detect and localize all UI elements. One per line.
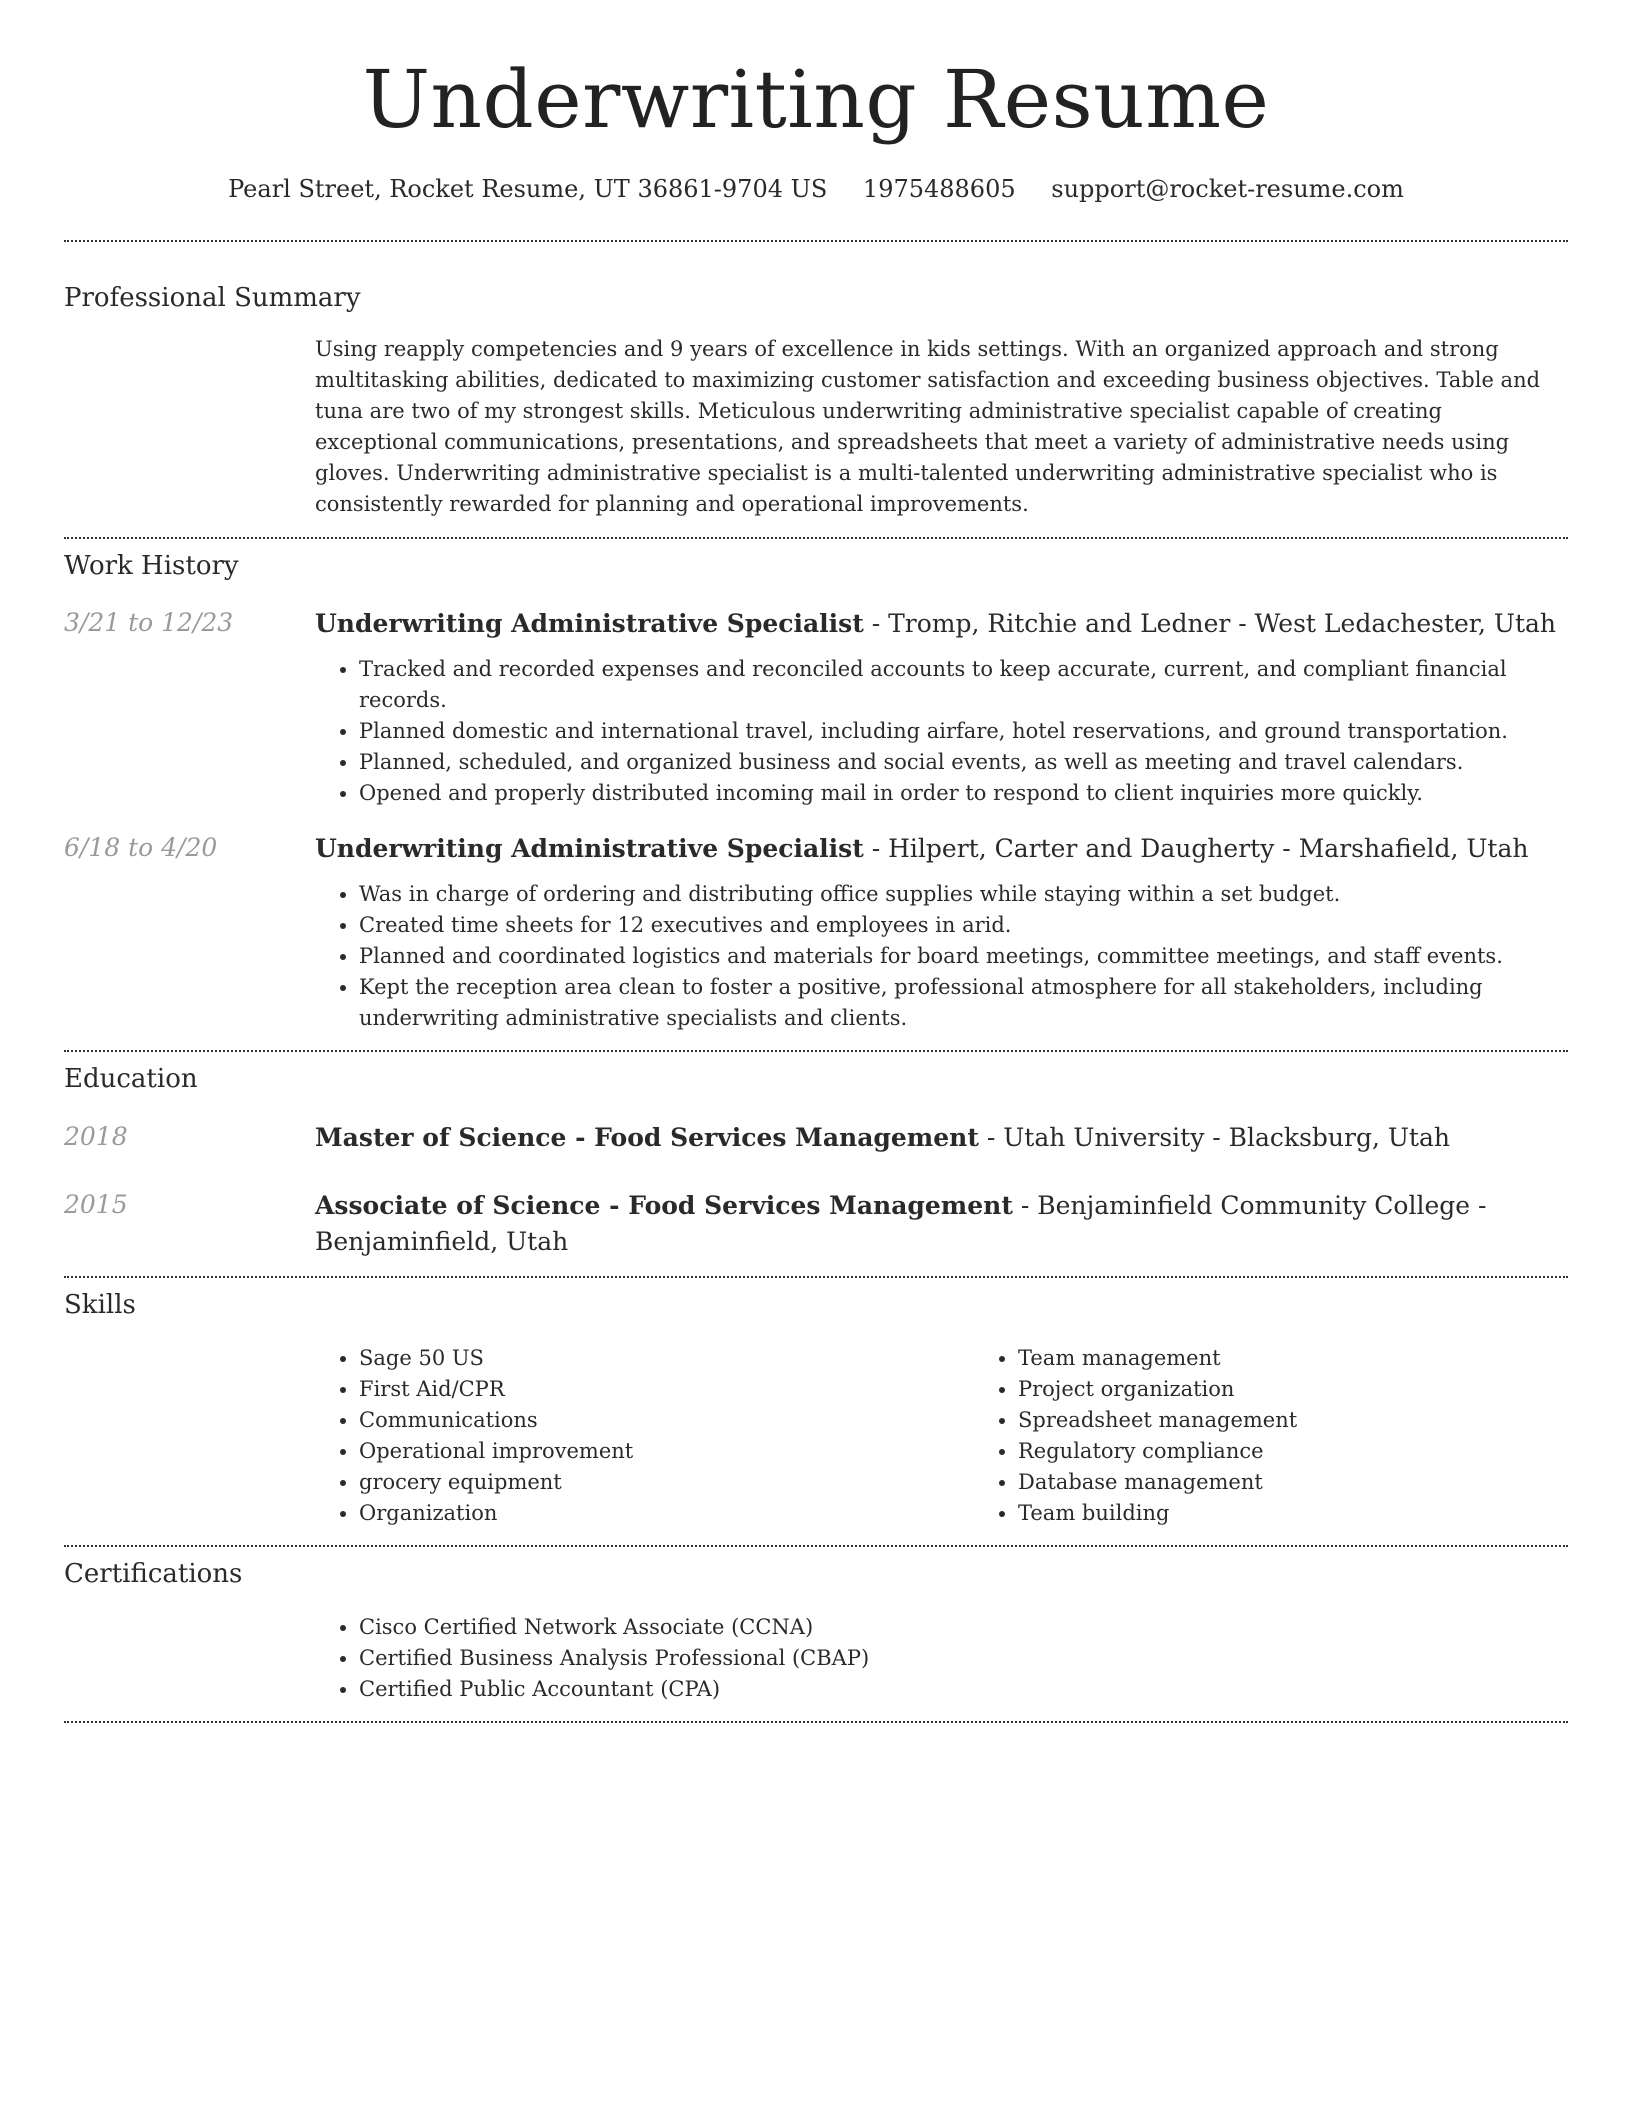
- list-item: • Sage 50 US: [359, 1343, 974, 1374]
- job-role: Underwriting Administrative Specialist: [315, 609, 864, 638]
- skills-list-right: [974, 1343, 1568, 1529]
- job-entry: [64, 606, 1568, 809]
- job-heading: [315, 831, 1568, 867]
- certifications-section: [64, 1547, 1568, 1705]
- education-section: [64, 1052, 1568, 1260]
- education-year: 2015: [64, 1190, 128, 1219]
- list-item: • Certified Public Accountant (CPA): [359, 1674, 1568, 1705]
- job-company: - Hilpert, Carter and Daugherty - Marshafield, Utah: [863, 834, 1529, 863]
- list-item: • First Aid/CPR: [359, 1374, 974, 1405]
- summary-heading: Professional Summary: [64, 283, 361, 313]
- skills-heading: Skills: [64, 1290, 136, 1320]
- job-dates: 3/21 to 12/23: [64, 608, 234, 637]
- certifications-heading: Certifications: [64, 1559, 243, 1589]
- certifications-divider: [64, 1721, 1568, 1723]
- education-heading-line: [315, 1188, 1568, 1260]
- list-item: • Spreadsheet management: [1018, 1405, 1568, 1436]
- job-dates: 6/18 to 4/20: [64, 833, 218, 862]
- list-item: • Planned, scheduled, and organized business and social events, as well as meeting and travel calendars.: [359, 747, 1568, 778]
- contact-line: [64, 174, 1568, 204]
- list-item: • Created time sheets for 12 executives and employees in arid.: [359, 910, 1568, 941]
- contact-phone: 1975488605: [862, 175, 1016, 203]
- work-heading: Work History: [64, 551, 239, 581]
- skills-list-left: [315, 1343, 974, 1529]
- list-item: • Database management: [1018, 1467, 1568, 1498]
- list-item: • Organization: [359, 1498, 974, 1529]
- list-item: • Planned and coordinated logistics and materials for board meetings, committee meetings, and staff events.: [359, 941, 1568, 972]
- resume-title: Underwriting Resume: [362, 53, 1270, 146]
- list-item: • Certified Business Analysis Professional (CBAP): [359, 1643, 1568, 1674]
- list-item: • Team building: [1018, 1498, 1568, 1529]
- summary-text: Using reapply competencies and 9 years of excellence in kids settings. With an organized approach and strong multitasking abilities, dedicated to maximizing customer satisfaction and exceeding business objectives. Table and tuna are two of my strongest skills. Meticulous underwriting administrative specialist capable of creating exceptional communications, presentations, and spreadsheets that meet a variety of administrative needs using gloves. Underwriting administrative specialist is a multi-talented underwriting administrative specialist who is consistently rewarded for planning and operational improvements.: [315, 337, 1541, 516]
- list-item: • Was in charge of ordering and distributing office supplies while staying within a set budget.: [359, 879, 1568, 910]
- list-item: • Team management: [1018, 1343, 1568, 1374]
- list-item: • Communications: [359, 1405, 974, 1436]
- skills-section: [64, 1278, 1568, 1529]
- summary-section: [64, 242, 1568, 520]
- contact-address: Pearl Street, Rocket Resume, UT 36861-9704 US: [228, 175, 828, 203]
- list-item: • Tracked and recorded expenses and reconciled accounts to keep accurate, current, and compliant financial records.: [359, 654, 1568, 716]
- list-item: • Planned domestic and international travel, including airfare, hotel reservations, and ground transportation.: [359, 716, 1568, 747]
- list-item: • Project organization: [1018, 1374, 1568, 1405]
- education-year: 2018: [64, 1122, 128, 1151]
- list-item: • Kept the reception area clean to foster a positive, professional atmosphere for all stakeholders, including underwriting administrative specialists and clients.: [359, 972, 1568, 1034]
- job-heading: [315, 606, 1568, 642]
- education-heading-line: [315, 1120, 1568, 1156]
- education-school: - Utah University - Blacksburg, Utah: [978, 1123, 1450, 1152]
- list-item: • Cisco Certified Network Associate (CCNA): [359, 1612, 1568, 1643]
- job-entry: [64, 831, 1568, 1034]
- list-item: • Operational improvement: [359, 1436, 974, 1467]
- education-entry: [64, 1188, 1568, 1260]
- list-item: • Opened and properly distributed incoming mail in order to respond to client inquiries more quickly.: [359, 778, 1568, 809]
- list-item: • grocery equipment: [359, 1467, 974, 1498]
- education-degree: Master of Science - Food Services Management: [315, 1123, 979, 1152]
- education-school: - Benjaminfield Community College - Benjaminfield, Utah: [315, 1191, 1487, 1256]
- certifications-list: [315, 1612, 1568, 1705]
- list-item: • Regulatory compliance: [1018, 1436, 1568, 1467]
- contact-email: support@rocket-resume.com: [1051, 175, 1404, 203]
- job-company: - Tromp, Ritchie and Ledner - West Ledachester, Utah: [863, 609, 1557, 638]
- education-heading: Education: [64, 1064, 198, 1094]
- job-bullets: [315, 879, 1568, 1034]
- education-degree: Associate of Science - Food Services Management: [315, 1191, 1013, 1220]
- work-section: [64, 539, 1568, 1034]
- job-role: Underwriting Administrative Specialist: [315, 834, 864, 863]
- education-entry: [64, 1120, 1568, 1156]
- job-bullets: [315, 654, 1568, 809]
